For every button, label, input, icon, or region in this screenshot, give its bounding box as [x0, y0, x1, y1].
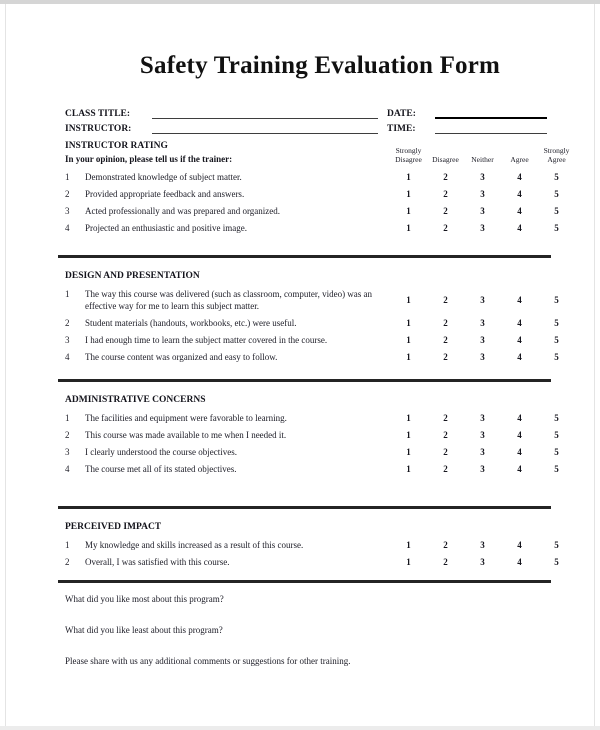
rating-option[interactable]: 5 [554, 557, 559, 568]
field-row-instructor-time [65, 119, 575, 134]
rating-option[interactable]: 2 [443, 223, 448, 234]
item-text: Demonstrated knowledge of subject matter. [85, 172, 242, 182]
scale-header-label: Neither [471, 155, 494, 164]
item-label [65, 317, 390, 330]
question-like-most: What did you like most about this program? [65, 593, 224, 604]
page-left-edge [5, 4, 6, 726]
scale-header-label: Disagree [432, 155, 459, 164]
header-fields [65, 104, 575, 134]
section-instructor-rating-items [65, 171, 575, 235]
item-label [65, 463, 390, 476]
rating-scale-header [390, 146, 575, 164]
rating-option[interactable]: 3 [480, 189, 485, 200]
item-number: 4 [65, 352, 70, 362]
rating-option[interactable]: 1 [406, 335, 411, 346]
class-title-input-line[interactable] [152, 106, 378, 119]
section-divider [58, 506, 551, 509]
item-text: This course was made available to me when I needed it. [85, 429, 287, 440]
rating-option[interactable]: 4 [517, 446, 522, 457]
rating-option[interactable]: 1 [406, 318, 411, 329]
rating-option[interactable]: 4 [517, 318, 522, 329]
rating-option[interactable]: 3 [480, 172, 485, 183]
item-label [65, 334, 390, 347]
item-label [65, 429, 390, 442]
item-label [65, 446, 390, 459]
item-number: 1 [65, 540, 70, 550]
rating-options [390, 540, 575, 550]
rating-option[interactable]: 2 [443, 540, 448, 551]
rating-option[interactable]: 4 [517, 223, 522, 234]
rating-option[interactable]: 4 [517, 172, 522, 183]
rating-option[interactable]: 1 [406, 172, 411, 183]
rating-option[interactable]: 5 [554, 189, 559, 200]
rating-option[interactable]: 4 [517, 412, 522, 423]
rating-options [390, 189, 575, 199]
rating-option[interactable]: 2 [443, 352, 448, 363]
item-label [65, 288, 390, 313]
date-label: DATE: [387, 109, 416, 119]
item-text: Projected an enthusiastic and positive image. [85, 223, 247, 233]
item-number: 3 [65, 446, 70, 457]
section-subtitle-instructor-rating: In your opinion, please tell us if the trainer: [65, 154, 233, 164]
form-item-row [65, 446, 575, 459]
section-title-design-presentation: DESIGN AND PRESENTATION [65, 270, 200, 281]
item-label [65, 205, 390, 218]
rating-option[interactable]: 1 [406, 540, 411, 551]
section-instructor-rating-head [65, 141, 575, 164]
rating-option[interactable]: 3 [480, 540, 485, 551]
item-number: 3 [65, 335, 70, 345]
form-item-row [65, 205, 575, 218]
rating-option[interactable]: 3 [480, 318, 485, 329]
rating-options [390, 464, 575, 474]
form-item-row [65, 317, 575, 330]
section-administrative-items [65, 412, 575, 476]
class-title-label: CLASS TITLE: [65, 109, 131, 119]
item-number: 1 [65, 412, 70, 423]
rating-options [390, 335, 575, 345]
item-number: 1 [65, 172, 70, 182]
form-item-row [65, 188, 575, 201]
rating-options [390, 172, 575, 182]
rating-option[interactable]: 4 [517, 335, 522, 346]
rating-option[interactable]: 1 [406, 295, 411, 305]
rating-options [390, 223, 575, 233]
rating-option[interactable]: 1 [406, 223, 411, 234]
item-number: 1 [65, 288, 70, 299]
rating-options [390, 352, 575, 362]
item-text: I had enough time to learn the subject matter covered in the course. [85, 335, 328, 345]
rating-option[interactable]: 5 [554, 206, 559, 217]
rating-option[interactable]: 1 [406, 446, 411, 457]
section-title-perceived-impact: PERCEIVED IMPACT [65, 522, 162, 532]
rating-option[interactable]: 3 [480, 446, 485, 457]
form-item-row [65, 539, 575, 552]
rating-option[interactable]: 5 [554, 318, 559, 329]
date-input-line[interactable] [435, 105, 547, 119]
rating-options [390, 295, 575, 305]
section-divider [58, 255, 551, 258]
item-label [65, 556, 390, 569]
rating-option[interactable]: 2 [443, 295, 448, 305]
item-number: 4 [65, 223, 70, 233]
rating-option[interactable]: 3 [480, 206, 485, 217]
rating-option[interactable]: 4 [517, 295, 522, 305]
question-additional-comments: Please share with us any additional comments or suggestions for other training. [65, 655, 351, 666]
item-text: Acted professionally and was prepared and organized. [85, 206, 281, 216]
rating-option[interactable]: 5 [554, 352, 559, 363]
instructor-input-line[interactable] [152, 121, 378, 134]
item-number: 2 [65, 318, 70, 328]
rating-option[interactable]: 3 [480, 557, 485, 568]
rating-options [390, 557, 575, 567]
rating-option[interactable]: 4 [517, 352, 522, 363]
rating-options [390, 318, 575, 328]
rating-option[interactable]: 2 [443, 335, 448, 346]
section-perceived-impact-items [65, 539, 575, 569]
page-right-edge [594, 4, 595, 726]
rating-option[interactable]: 3 [480, 352, 485, 363]
rating-options [390, 206, 575, 216]
section-title-administrative-concerns: ADMINISTRATIVE CONCERNS [65, 394, 206, 405]
rating-option[interactable]: 4 [517, 206, 522, 217]
question-like-least: What did you like least about this program? [65, 624, 223, 635]
rating-option[interactable]: 5 [554, 463, 559, 474]
rating-option[interactable]: 5 [554, 446, 559, 457]
rating-option[interactable]: 3 [480, 429, 485, 440]
rating-option[interactable]: 3 [480, 412, 485, 423]
page-bottom-edge [0, 726, 600, 730]
item-text: The course met all of its stated objectives. [85, 463, 237, 474]
form-content [65, 0, 575, 666]
form-item-row [65, 171, 575, 184]
rating-option[interactable]: 5 [554, 429, 559, 440]
item-label [65, 539, 390, 552]
item-text: The way this course was delivered (such as classroom, computer, video) was an effective way for me to learn this subject matter. [85, 288, 373, 311]
item-text: Student materials (handouts, workbooks, etc.) were useful. [85, 318, 297, 328]
form-item-row [65, 288, 575, 313]
rating-option[interactable]: 5 [554, 335, 559, 346]
rating-option[interactable]: 1 [406, 189, 411, 200]
item-number: 4 [65, 463, 70, 474]
section-divider [58, 580, 551, 583]
rating-option[interactable]: 1 [406, 557, 411, 568]
rating-option[interactable]: 1 [406, 206, 411, 217]
form-item-row [65, 351, 575, 364]
rating-option[interactable]: 4 [517, 429, 522, 440]
form-item-row [65, 412, 575, 425]
rating-option[interactable]: 2 [443, 189, 448, 200]
item-number: 2 [65, 429, 70, 440]
rating-option[interactable]: 1 [406, 352, 411, 363]
rating-option[interactable]: 2 [443, 557, 448, 568]
item-text: My knowledge and skills increased as a result of this course. [85, 540, 304, 550]
field-row-class-title-date [65, 104, 575, 119]
rating-options [390, 430, 575, 440]
item-label [65, 351, 390, 364]
rating-option[interactable]: 3 [480, 335, 485, 346]
item-number: 3 [65, 206, 70, 216]
item-label [65, 222, 390, 235]
rating-options [390, 413, 575, 423]
rating-option[interactable]: 1 [406, 463, 411, 474]
item-number: 2 [65, 557, 70, 567]
scale-header-label: Agree [510, 155, 529, 164]
item-text: Overall, I was satisfied with this course. [85, 557, 230, 567]
form-item-row [65, 463, 575, 476]
rating-option[interactable]: 4 [517, 557, 522, 568]
rating-option[interactable]: 3 [480, 463, 485, 474]
instructor-label: INSTRUCTOR: [65, 124, 132, 134]
item-text: I clearly understood the course objectives. [85, 446, 237, 457]
item-text: Provided appropriate feedback and answers. [85, 189, 245, 199]
rating-options [390, 447, 575, 457]
item-label [65, 171, 390, 184]
section-titles [65, 141, 390, 164]
section-title-instructor-rating: INSTRUCTOR RATING [65, 141, 168, 151]
time-input-line[interactable] [435, 121, 547, 134]
scale-header-label: Strongly Disagree [395, 146, 422, 164]
rating-option[interactable]: 2 [443, 318, 448, 329]
rating-option[interactable]: 4 [517, 189, 522, 200]
rating-option[interactable]: 2 [443, 412, 448, 423]
form-item-row [65, 556, 575, 569]
section-divider [58, 379, 551, 382]
item-label [65, 412, 390, 425]
open-questions [65, 594, 575, 666]
item-number: 2 [65, 189, 70, 199]
rating-option[interactable]: 5 [554, 295, 559, 305]
rating-option[interactable]: 2 [443, 463, 448, 474]
rating-option[interactable]: 5 [554, 540, 559, 551]
rating-option[interactable]: 5 [554, 172, 559, 183]
item-text: The course content was organized and easy to follow. [85, 352, 278, 362]
rating-option[interactable]: 2 [443, 429, 448, 440]
rating-option[interactable]: 5 [554, 412, 559, 423]
form-item-row [65, 334, 575, 347]
section-design-items [65, 288, 575, 364]
rating-option[interactable]: 2 [443, 206, 448, 217]
rating-option[interactable]: 1 [406, 429, 411, 440]
item-text: The facilities and equipment were favorable to learning. [85, 412, 287, 423]
rating-option[interactable]: 1 [406, 412, 411, 423]
rating-option[interactable]: 4 [517, 540, 522, 551]
form-item-row [65, 429, 575, 442]
rating-option[interactable]: 5 [554, 223, 559, 234]
rating-option[interactable]: 4 [517, 463, 522, 474]
time-label: TIME: [387, 124, 416, 134]
rating-option[interactable]: 3 [480, 295, 485, 305]
item-label [65, 188, 390, 201]
form-item-row [65, 222, 575, 235]
rating-option[interactable]: 2 [443, 172, 448, 183]
scale-header-label: Strongly Agree [543, 146, 570, 164]
rating-option[interactable]: 3 [480, 223, 485, 234]
rating-option[interactable]: 2 [443, 446, 448, 457]
form-title: Safety Training Evaluation Form [139, 52, 501, 79]
